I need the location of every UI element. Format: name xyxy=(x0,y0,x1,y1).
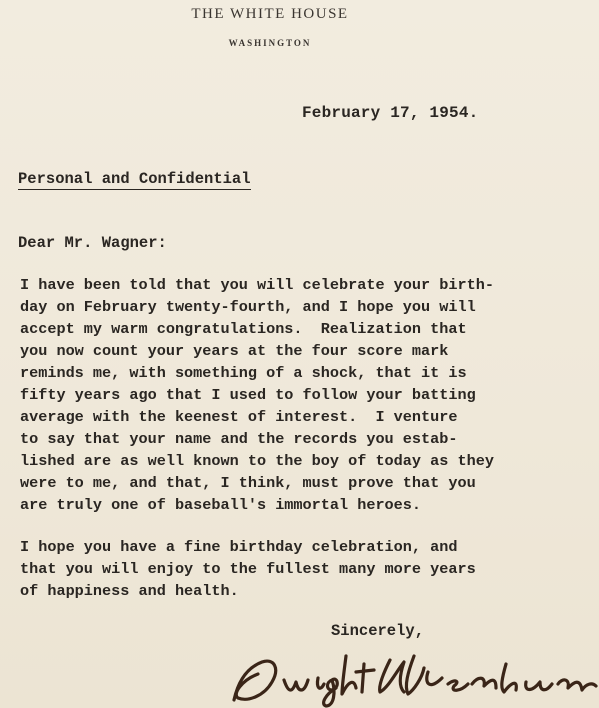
letter-salutation: Dear Mr. Wagner: xyxy=(18,234,167,252)
letter-date: February 17, 1954. xyxy=(302,104,479,122)
letterhead-title: THE WHITE HOUSE xyxy=(191,6,349,22)
body-line: day on February twenty-fourth, and I hope you will xyxy=(20,298,476,316)
body-line: I hope you have a fine birthday celebration, and xyxy=(20,538,458,556)
body-line: of happiness and health. xyxy=(20,582,239,600)
body-paragraph-1 xyxy=(20,274,599,516)
body-line: were to me, and that, I think, must prove that you xyxy=(20,474,476,492)
body-paragraph-2 xyxy=(20,536,599,602)
body-line: are truly one of baseball's immortal heroes. xyxy=(20,496,422,514)
letterhead-city: WASHINGTON xyxy=(228,38,312,48)
signature-strokes xyxy=(234,656,596,706)
body-line: average with the keenest of interest. I venture xyxy=(20,408,458,426)
body-line: fifty years ago that I used to follow your batting xyxy=(20,386,476,404)
body-line: to say that your name and the records you estab- xyxy=(20,430,458,448)
handwritten-signature xyxy=(228,642,599,708)
body-line: lished are as well known to the boy of today as they xyxy=(20,452,494,470)
body-line: reminds me, with something of a shock, that it is xyxy=(20,364,467,382)
letter-subject: Personal and Confidential xyxy=(18,170,251,188)
body-line: that you will enjoy to the fullest many more years xyxy=(20,560,476,578)
letter-closing: Sincerely, xyxy=(331,622,425,640)
body-line: you now count your years at the four score mark xyxy=(20,342,449,360)
body-line: accept my warm congratulations. Realization that xyxy=(20,320,467,338)
body-line: I have been told that you will celebrate your birth- xyxy=(20,276,494,294)
